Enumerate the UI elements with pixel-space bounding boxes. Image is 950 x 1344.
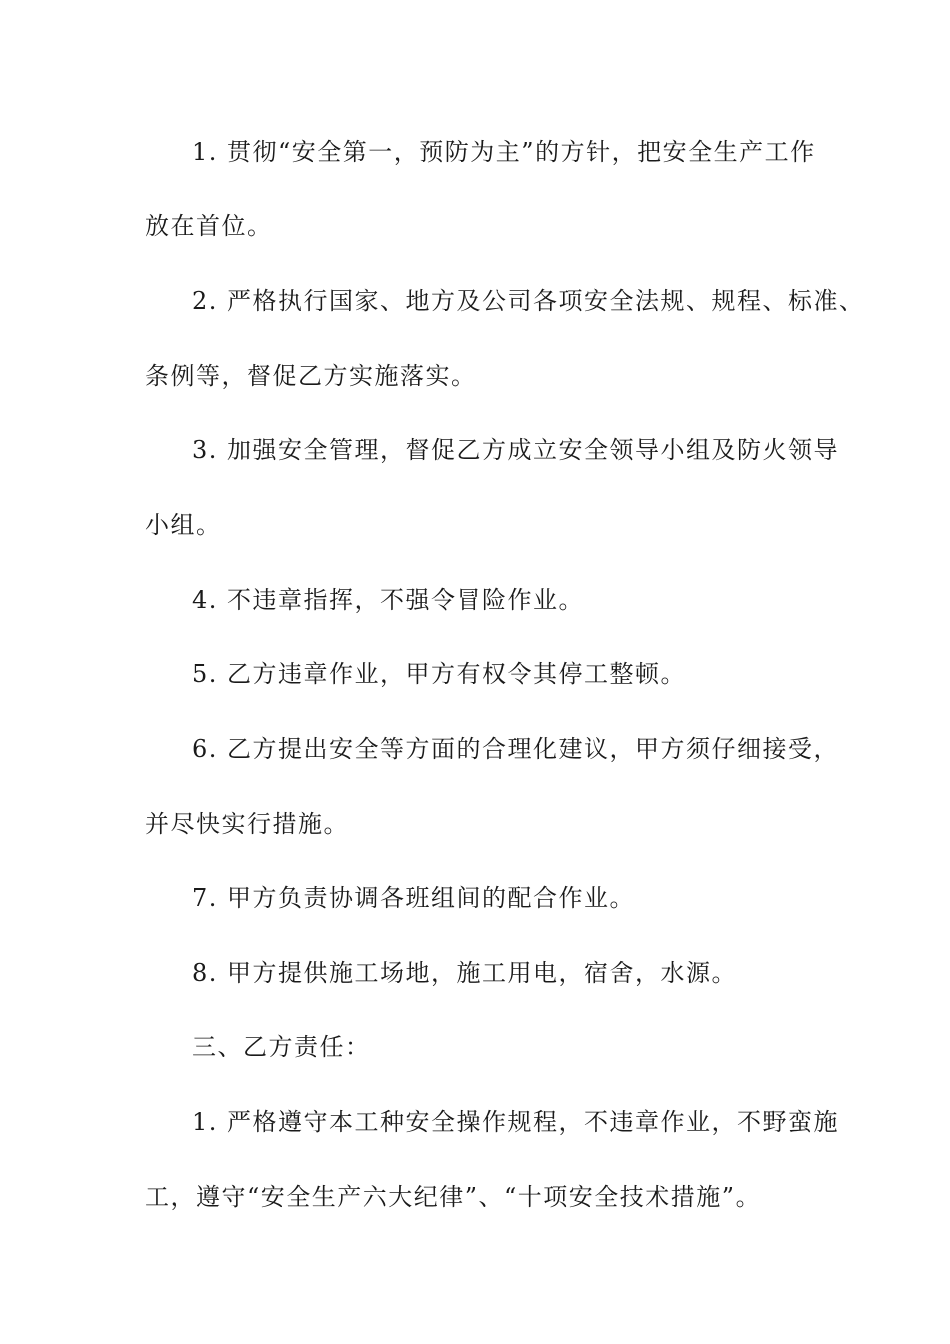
paragraph-line: 条例等，督促乙方实施落实。 — [145, 362, 477, 390]
paragraph-line: 4. 不违章指挥，不强令冒险作业。 — [192, 586, 585, 614]
paragraph-line: 6. 乙方提出安全等方面的合理化建议，甲方须仔细接受， — [192, 735, 840, 763]
paragraph-line: 8. 甲方提供施工场地，施工用电，宿舍，水源。 — [192, 959, 738, 987]
paragraph-line: 1. 严格遵守本工种安全操作规程，不违章作业，不野蛮施 — [192, 1108, 840, 1136]
paragraph-line: 1. 贯彻“安全第一，预防为主”的方针，把安全生产工作 — [192, 138, 816, 166]
paragraph-line: 放在首位。 — [145, 212, 273, 240]
paragraph-line: 并尽快实行措施。 — [145, 810, 349, 838]
paragraph-line: 7. 甲方负责协调各班组间的配合作业。 — [192, 884, 636, 912]
paragraph-line: 小组。 — [145, 511, 222, 539]
paragraph-line: 工，遵守“安全生产六大纪律”、“十项安全技术措施”。 — [145, 1183, 762, 1211]
paragraph-line: 2. 严格执行国家、地方及公司各项安全法规、规程、标准、 — [192, 287, 865, 315]
paragraph-line: 5. 乙方违章作业，甲方有权令其停工整顿。 — [192, 660, 687, 688]
section-heading: 三、乙方责任： — [192, 1033, 371, 1061]
paragraph-line: 3. 加强安全管理，督促乙方成立安全领导小组及防火领导 — [192, 436, 840, 464]
